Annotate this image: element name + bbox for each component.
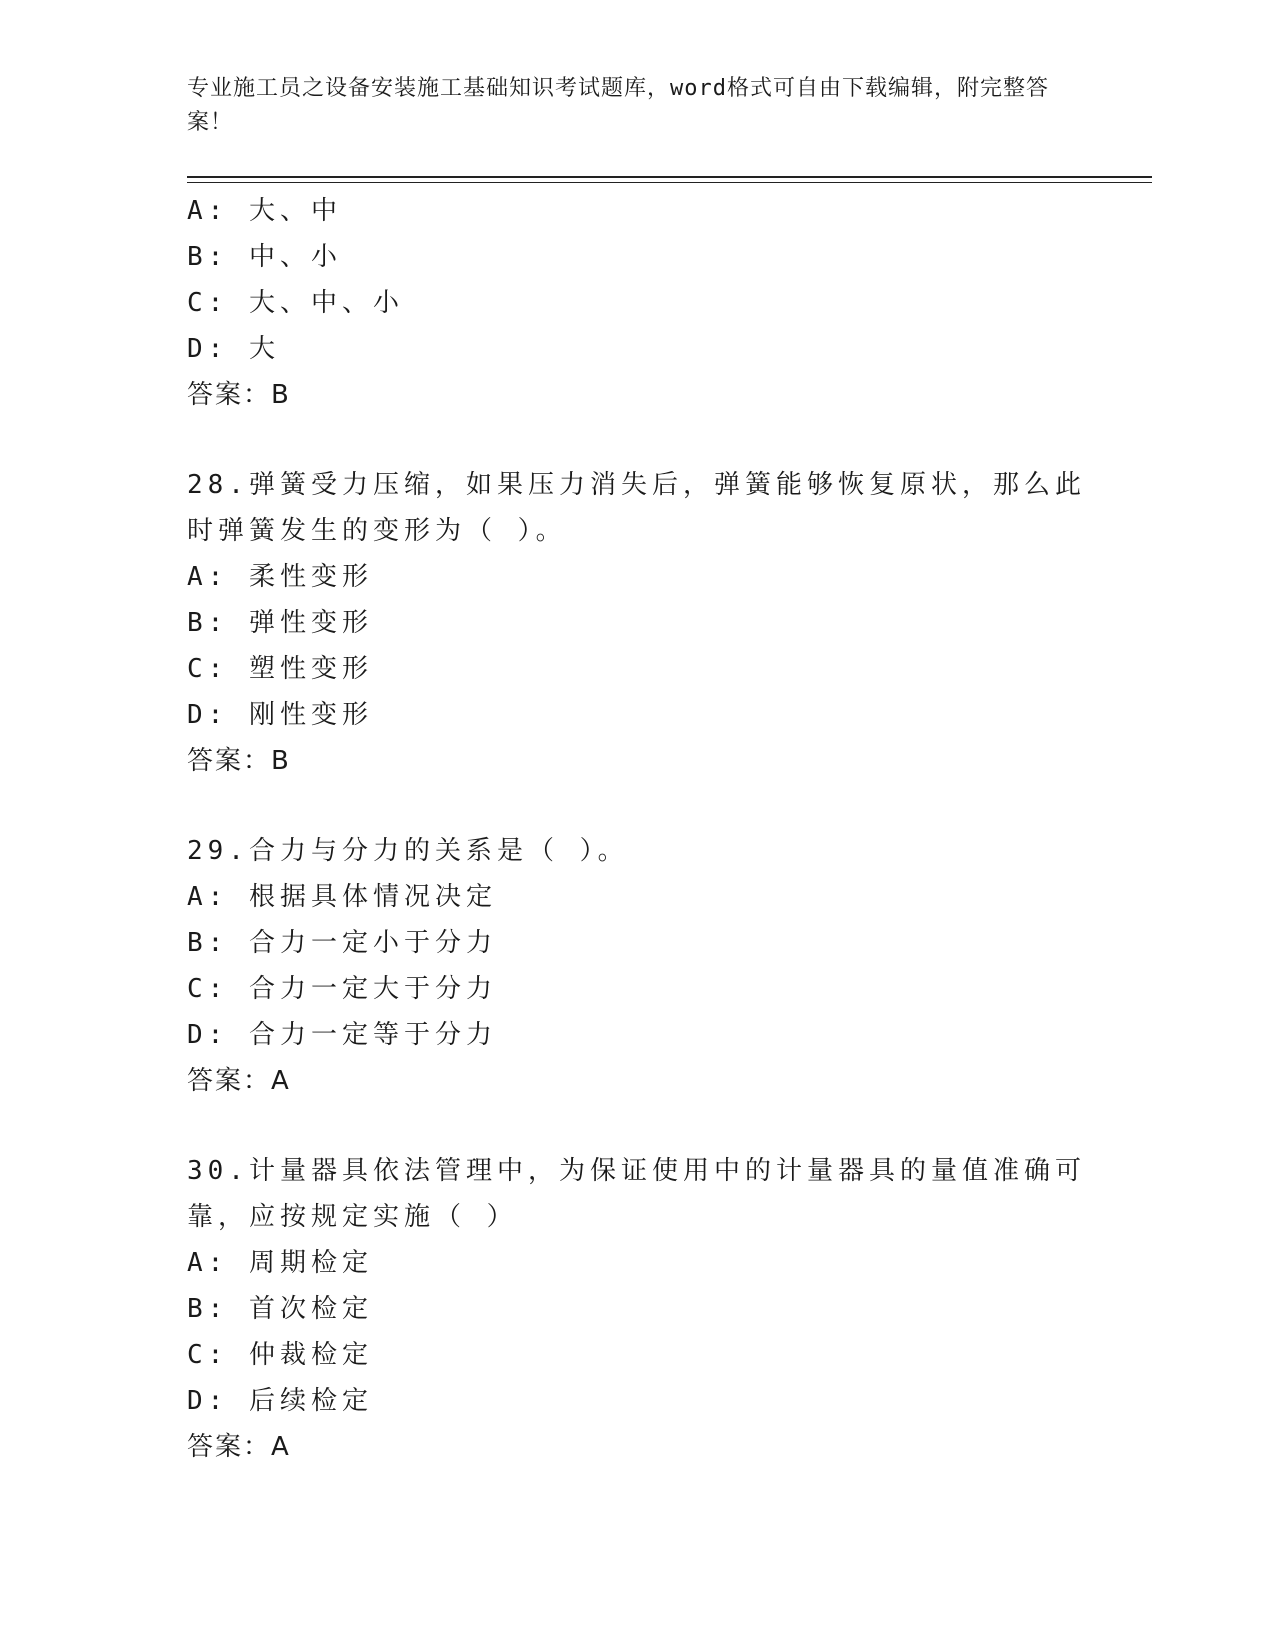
option-text: 塑性变形 <box>248 654 373 684</box>
header-divider-thick <box>187 176 1152 178</box>
option-label: A: <box>187 562 229 592</box>
option-label: C: <box>187 654 229 684</box>
option-text: 根据具体情况决定 <box>248 882 497 912</box>
option-c <box>187 280 1127 326</box>
option-a <box>187 554 1127 600</box>
option-label: A: <box>187 196 229 226</box>
option-label: B: <box>187 928 229 958</box>
answer-line: 答案：B <box>187 380 291 410</box>
option-a <box>187 874 1127 920</box>
header-divider-thin <box>187 182 1152 183</box>
option-c <box>187 1332 1127 1378</box>
option-b <box>187 600 1127 646</box>
document-header: 专业施工员之设备安装施工基础知识考试题库，word格式可自由下载编辑，附完整答案！ <box>187 76 1049 135</box>
question-text: 29.合力与分力的关系是（ ）。 <box>187 836 629 866</box>
option-label: D: <box>187 334 229 364</box>
option-label: C: <box>187 288 229 318</box>
option-label: D: <box>187 1020 229 1050</box>
option-text: 合力一定等于分力 <box>248 1020 497 1050</box>
option-label: D: <box>187 1386 229 1416</box>
option-c <box>187 646 1127 692</box>
option-label: B: <box>187 1294 229 1324</box>
option-text: 合力一定大于分力 <box>248 974 497 1004</box>
option-b <box>187 1286 1127 1332</box>
option-text: 刚性变形 <box>248 700 373 730</box>
partial-question-block <box>187 188 1127 418</box>
option-d <box>187 1378 1127 1424</box>
answer-line: 答案：B <box>187 746 291 776</box>
answer-line: 答案：A <box>187 1432 291 1462</box>
option-label: B: <box>187 608 229 638</box>
option-text: 弹性变形 <box>248 608 373 638</box>
option-d <box>187 1012 1127 1058</box>
option-text: 后续检定 <box>248 1386 373 1416</box>
option-label: B: <box>187 242 229 272</box>
option-text: 首次检定 <box>248 1294 373 1324</box>
question-28-block <box>187 462 1127 784</box>
option-label: A: <box>187 882 229 912</box>
option-label: C: <box>187 974 229 1004</box>
option-text: 柔性变形 <box>248 562 373 592</box>
option-text: 合力一定小于分力 <box>248 928 497 958</box>
question-30-block <box>187 1148 1127 1470</box>
option-b <box>187 920 1127 966</box>
answer-line: 答案：A <box>187 1066 291 1096</box>
option-label: D: <box>187 700 229 730</box>
option-c <box>187 966 1127 1012</box>
option-d <box>187 692 1127 738</box>
option-text: 大、中、小 <box>248 288 404 318</box>
question-text: 30.计量器具依法管理中，为保证使用中的计量器具的量值准确可靠，应按规定实施（ ） <box>187 1156 1086 1232</box>
option-a <box>187 188 1127 234</box>
option-label: A: <box>187 1248 229 1278</box>
option-text: 中、小 <box>248 242 342 272</box>
option-text: 大 <box>248 334 280 364</box>
question-29-block <box>187 828 1127 1104</box>
question-text: 28.弹簧受力压缩，如果压力消失后，弹簧能够恢复原状，那么此时弹簧发生的变形为（ ）。 <box>187 470 1086 546</box>
option-label: C: <box>187 1340 229 1370</box>
option-text: 仲裁检定 <box>248 1340 373 1370</box>
option-text: 大、中 <box>248 196 342 226</box>
question-list <box>187 188 1127 1470</box>
option-d <box>187 326 1127 372</box>
option-text: 周期检定 <box>248 1248 373 1278</box>
option-a <box>187 1240 1127 1286</box>
option-b <box>187 234 1127 280</box>
